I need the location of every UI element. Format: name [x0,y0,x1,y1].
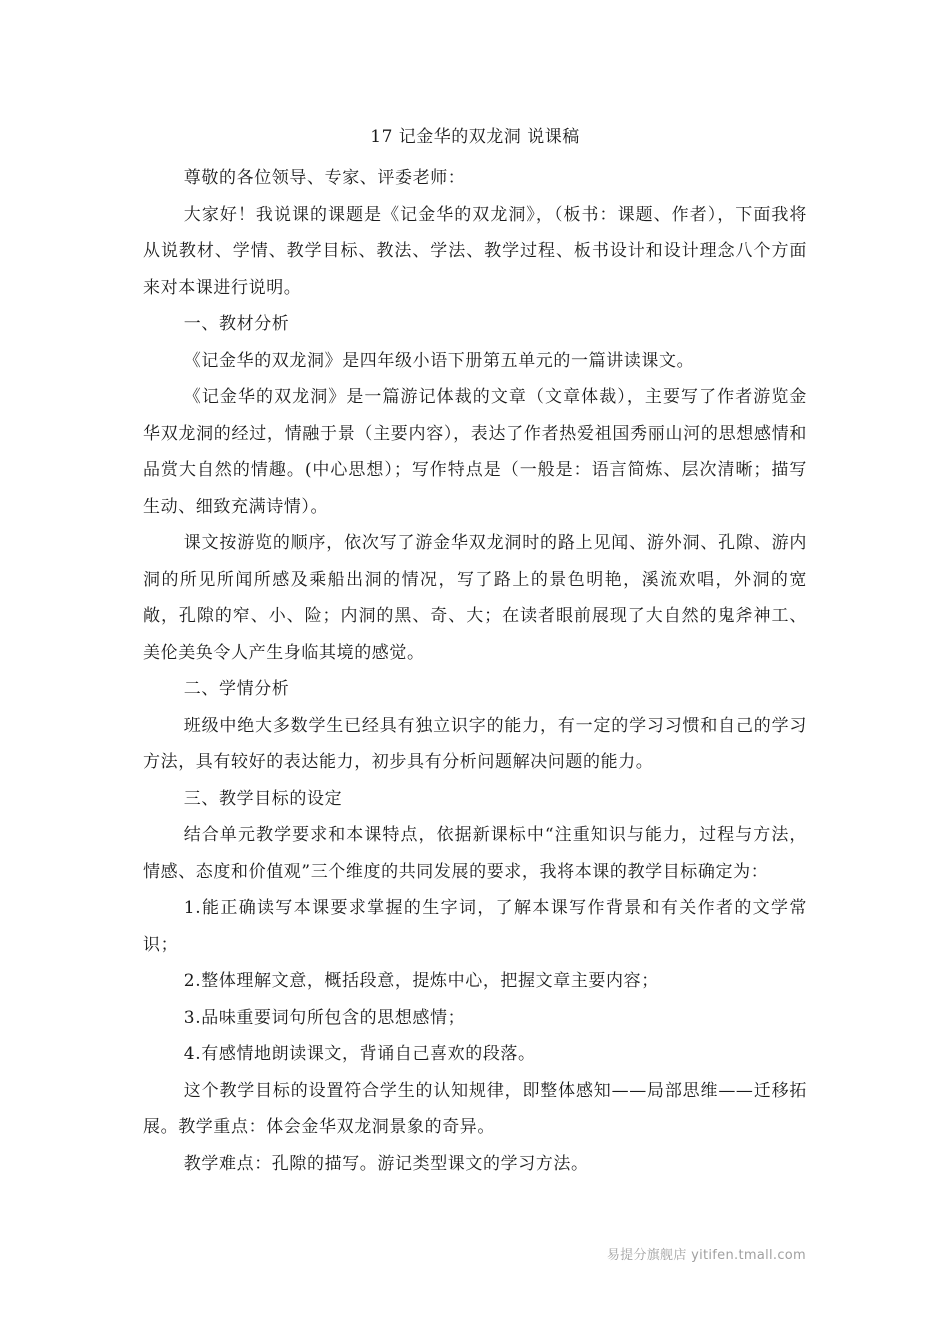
paragraph-goals-intro: 结合单元教学要求和本课特点，依据新课标中“注重知识与能力，过程与方法，情感、态度和价值观”三个维度的共同发展的要求，我将本课的教学目标确定为： [143,825,807,882]
paragraph-text-order: 课文按游览的顺序，依次写了游金华双龙洞时的路上见闻、游外洞、孔隙、游内洞的所见所闻所感及乘船出洞的情况，写了路上的景色明艳，溪流欢唱，外洞的宽敞，孔隙的窄、小、险；内洞的黑、奇、大；在读者眼前展现了大自然的鬼斧神工、美伦美奂令人产生身临其境的感觉。 [143,533,807,663]
footer-watermark: 易提分旗舰店 yitifen.tmall.com [606,1248,806,1263]
paragraph-goals-rationale: 这个教学目标的设置符合学生的认知规律，即整体感知——局部思维——迁移拓展。教学重点：体会金华双龙洞景象的奇异。 [143,1080,807,1137]
paragraph-textbook-content: 《记金华的双龙洞》是一篇游记体裁的文章（文章体裁），主要写了作者游览金华双龙洞的经过，情融于景（主要内容），表达了作者热爱祖国秀丽山河的思想感情和品赏大自然的情趣。(中心思想）；写作特点是（一般是：语言简炼、层次清晰；描写生动、细致充满诗情）。 [143,387,807,517]
goal-item-3: 3.品味重要词句所包含的思想感情； [183,1007,466,1028]
goal-item-1: 1.能正确读写本课要求掌握的生字词，了解本课写作背景和有关作者的文学常识； [143,898,807,955]
salutation: 尊敬的各位领导、专家、评委老师： [183,168,466,188]
goal-item-4: 4.有感情地朗读课文，背诵自己喜欢的段落。 [183,1044,536,1064]
section-heading-textbook: 一、教材分析 [183,314,290,334]
paragraph-students: 班级中绝大多数学生已经具有独立识字的能力，有一定的学习习惯和自己的学习方法，具有较好的表达能力，初步具有分析问题解决问题的能力。 [143,715,807,772]
document-title: 17 记金华的双龙洞 说课稿 [370,127,580,147]
section-heading-goals: 三、教学目标的设定 [183,788,343,809]
document-body [143,160,807,1182]
intro-paragraph: 大家好！我说课的课题是《记金华的双龙洞》，（板书：课题、作者），下面我将从说教材、学情、教学目标、教法、学法、教学过程、板书设计和设计理念八个方面来对本课进行说明。 [143,204,807,298]
paragraph-difficulty: 教学难点：孔隙的描写。游记类型课文的学习方法。 [183,1153,589,1174]
section-heading-students: 二、学情分析 [183,679,290,699]
goal-item-2: 2.整体理解文意，概括段意，提炼中心，把握文章主要内容； [183,971,659,991]
paragraph-textbook-position: 《记金华的双龙洞》是四年级小语下册第五单元的一篇讲读课文。 [183,350,695,371]
